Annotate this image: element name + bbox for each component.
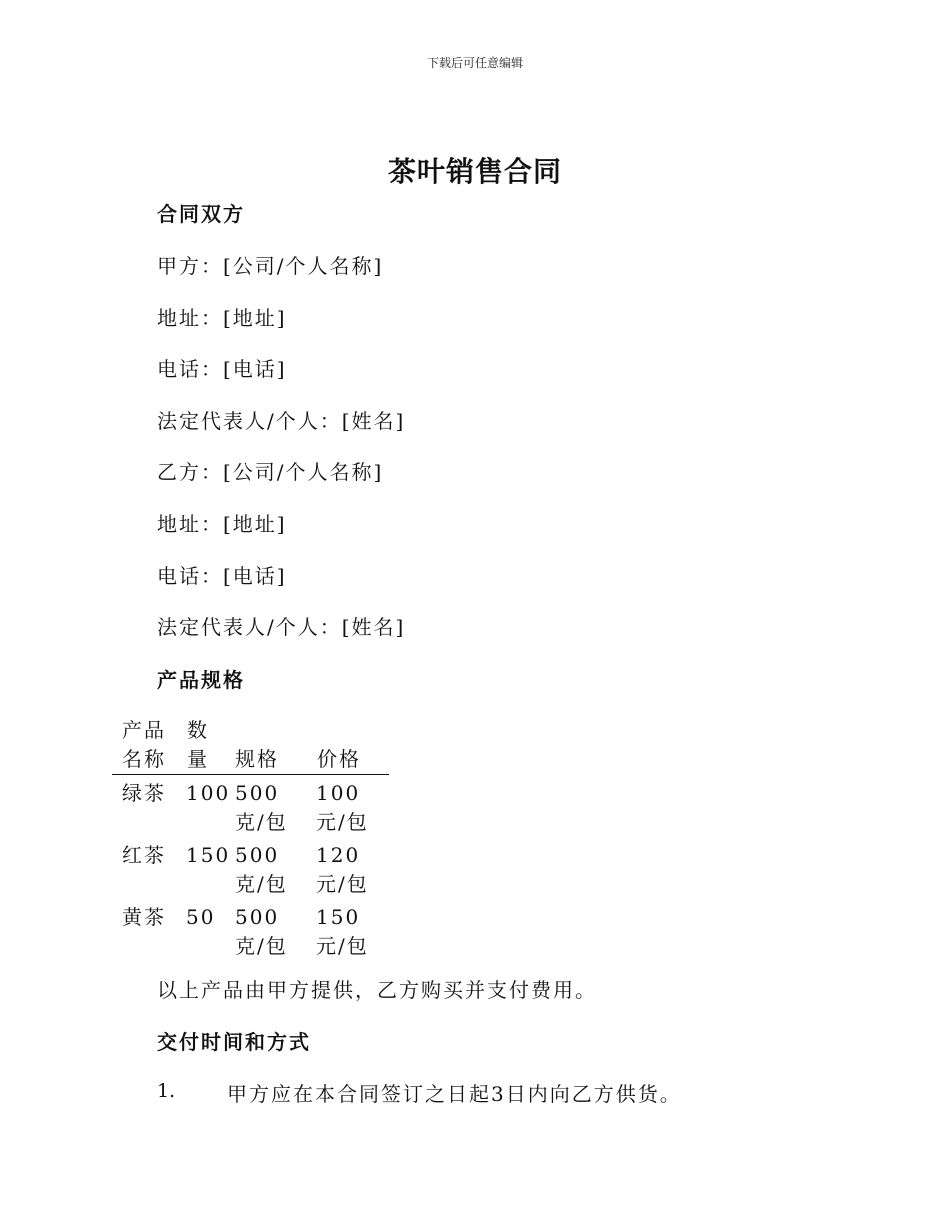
cell-price: 100 元/包 bbox=[316, 781, 369, 834]
cell-product-name: 红茶 bbox=[122, 843, 166, 867]
cell-quantity: 150 bbox=[186, 843, 231, 867]
party-b-phone: 电话：[电话] bbox=[157, 564, 287, 588]
delivery-item-text: 甲方应在本合同签订之日起3日内向乙方供货。 bbox=[227, 1082, 682, 1106]
party-b-representative: 法定代表人/个人：[姓名] bbox=[157, 615, 406, 639]
cell-quantity: 50 bbox=[186, 905, 216, 929]
party-a-phone: 电话：[电话] bbox=[157, 357, 287, 381]
party-a-address: 地址：[地址] bbox=[157, 306, 287, 330]
table-row bbox=[112, 903, 389, 965]
document-title: 茶叶销售合同 bbox=[387, 155, 562, 188]
section-heading-parties: 合同双方 bbox=[157, 202, 245, 226]
header-product-name: 产品 名称 bbox=[122, 718, 166, 771]
cell-quantity: 100 bbox=[186, 781, 231, 805]
party-a-representative: 法定代表人/个人：[姓名] bbox=[157, 409, 406, 433]
product-table bbox=[112, 716, 389, 965]
header-quantity: 数 量 bbox=[187, 718, 209, 771]
cell-price: 150 元/包 bbox=[316, 905, 369, 958]
delivery-item-number: 1. bbox=[157, 1080, 176, 1102]
header-spec: 规格 bbox=[235, 747, 279, 771]
header-price: 价格 bbox=[317, 747, 361, 771]
party-b-name: 乙方：[公司/个人名称] bbox=[157, 460, 384, 484]
cell-product-name: 绿茶 bbox=[122, 781, 166, 805]
products-note: 以上产品由甲方提供，乙方购买并支付费用。 bbox=[157, 978, 597, 1002]
cell-product-name: 黄茶 bbox=[122, 905, 166, 929]
party-b-address: 地址：[地址] bbox=[157, 512, 287, 536]
product-table-header bbox=[112, 716, 389, 775]
cell-spec: 500 克/包 bbox=[235, 905, 288, 958]
product-table-body bbox=[112, 775, 389, 965]
page-header-note: 下载后可任意编辑 bbox=[426, 56, 523, 70]
cell-spec: 500 克/包 bbox=[235, 843, 288, 896]
section-heading-delivery: 交付时间和方式 bbox=[157, 1030, 311, 1054]
section-heading-products: 产品规格 bbox=[157, 668, 245, 692]
table-row bbox=[112, 779, 389, 841]
cell-price: 120 元/包 bbox=[316, 843, 369, 896]
table-row bbox=[112, 841, 389, 903]
party-a-name: 甲方：[公司/个人名称] bbox=[157, 254, 384, 278]
cell-spec: 500 克/包 bbox=[235, 781, 288, 834]
